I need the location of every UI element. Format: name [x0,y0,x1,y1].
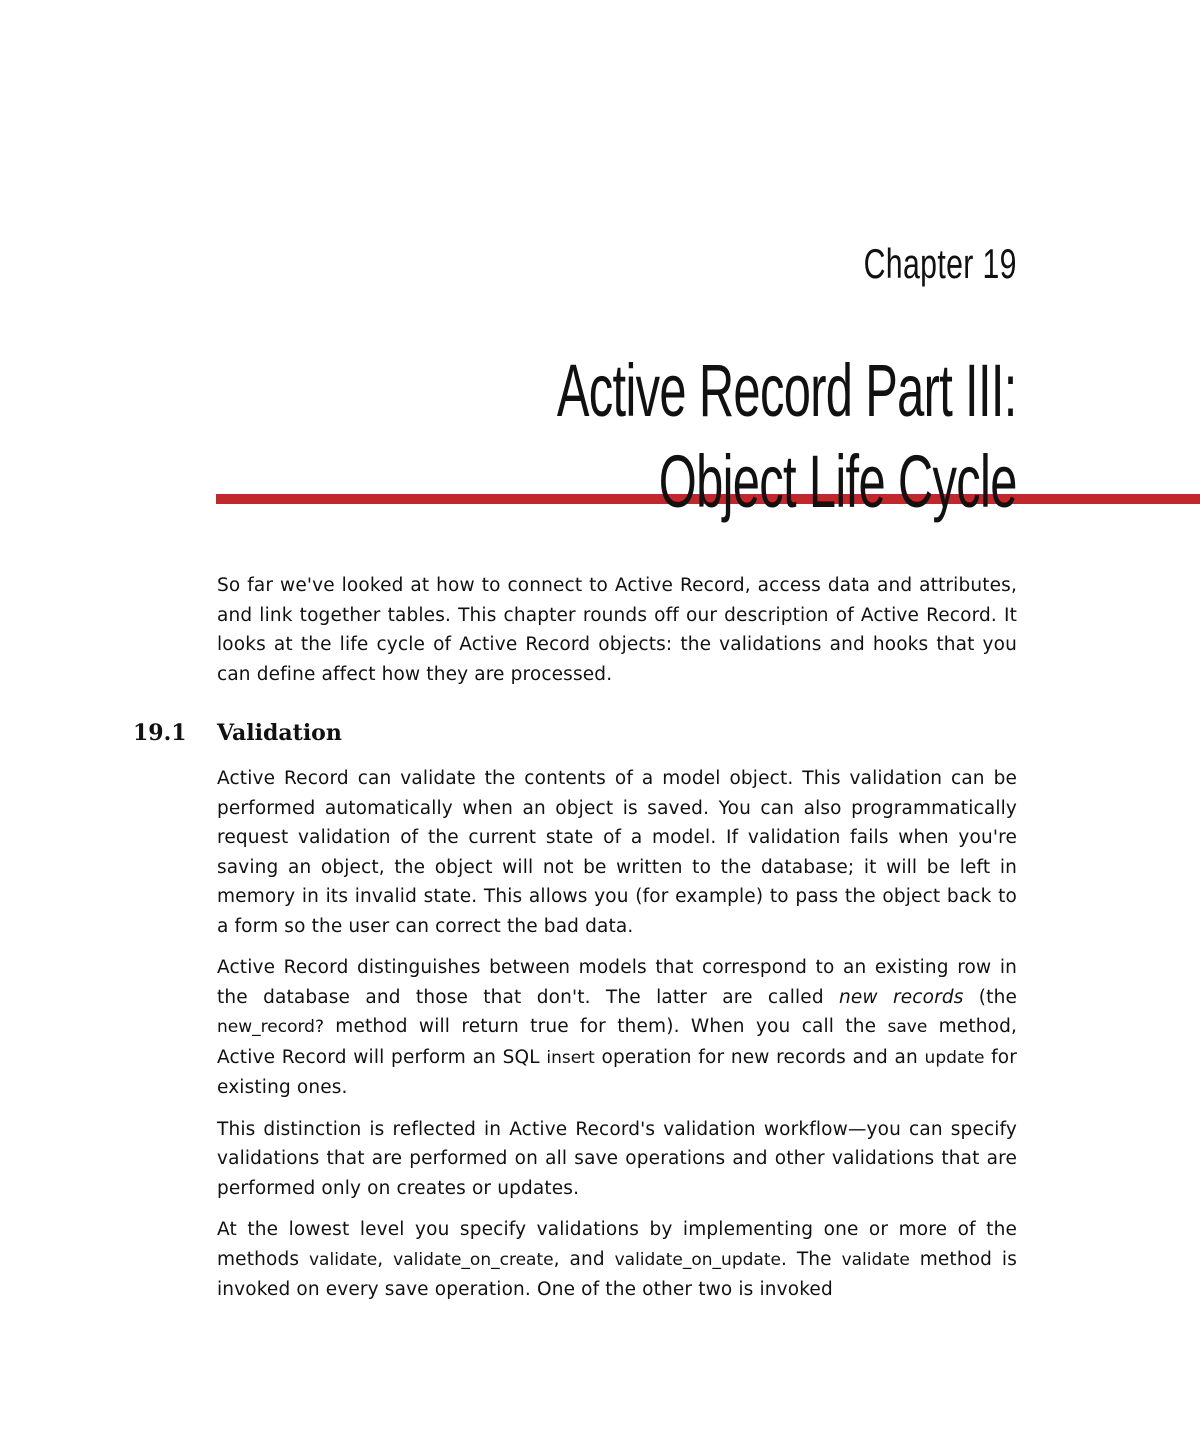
intro-paragraph: So far we've looked at how to connect to Active Record, access data and attributes, and link together tables. This chapter rounds off our description of Active Record. It looks at the life cycle of Active Record objects: the validations and hooks that you can define affect how they are processed. [217,575,1017,685]
chapter-title [557,345,1017,527]
text-run: , [377,1248,394,1270]
paragraph-1: Active Record can validate the contents of a model object. This validation can be performed automatically when an object is saved. You can also programmatically request validation of the current state of a model. If validation fails when you're saving an object, the object will not be written to the database; it will be left in memory in its invalid state. This allows you (for example) to pass the object back to a form so the user can correct the bad data. [217,768,1017,937]
text-run: At the lowest level you specify validations by implementing one or more of the methods [217,1219,1017,1270]
code-term: new_record? [217,1017,324,1037]
section-number: 19.1 [133,720,187,746]
text-run: method, Active Record will perform an SQL [217,1016,1017,1068]
text-run: for existing ones. [217,1046,1017,1098]
code-term: validate_on_create [393,1249,554,1270]
code-term: validate [309,1249,378,1270]
chapter-title-line-2: Object Life Cycle [659,440,1017,523]
text-run: (the [963,986,1017,1008]
text-run: method will return true for them). When you call the [323,1016,888,1037]
code-term: update [924,1047,985,1068]
text-run: , and [553,1248,615,1270]
text-run: operation for new records and an [594,1046,925,1068]
code-term: save [887,1017,928,1037]
section-title: Validation [217,720,342,746]
code-term: insert [546,1047,595,1068]
emphasis-term: new records [839,986,964,1008]
code-term: validate_on_update [614,1249,781,1270]
code-term: validate [841,1249,910,1270]
chapter-title-line-1: Active Record Part III: [557,349,1017,432]
text-run: Active Record distinguishes between models that correspond to an existing row in the database and those that don't. The latter are called [217,957,1017,1008]
text-run: . The [780,1248,842,1270]
chapter-number: Chapter 19 [863,240,1017,287]
paragraph-3: This distinction is reflected in Active Record's validation workflow—you can specify validations that are performed on all save operations and other validations that are performed only on creates or updates. [217,1118,1017,1199]
text-run: method is invoked on every save operation. One of the other two is invoked [217,1248,1017,1300]
